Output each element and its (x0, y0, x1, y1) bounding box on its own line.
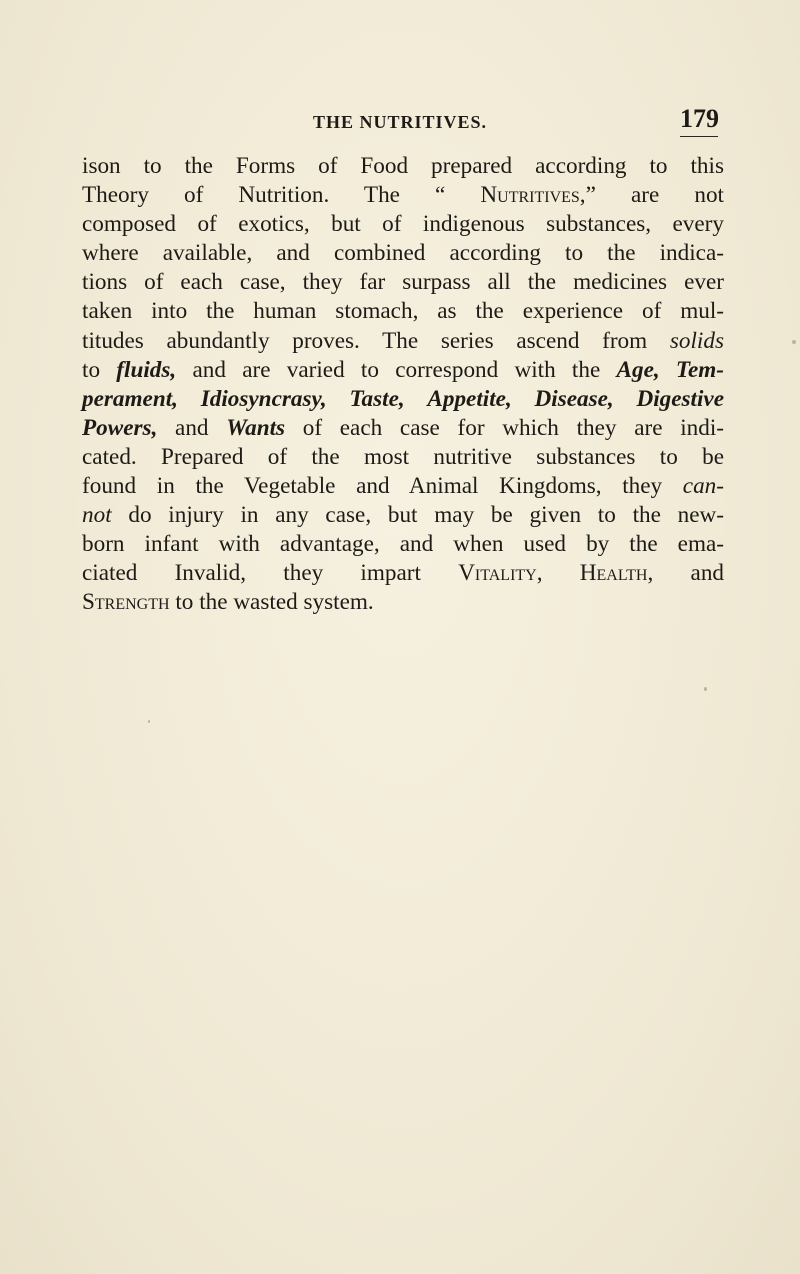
text-line: born infant with advantage, and when used by the ema- (82, 531, 724, 558)
text-line: tions of each case, they far surpass all the medicines ever (82, 269, 724, 296)
body-paragraph (82, 152, 724, 618)
emphasis-text: Appetite, (427, 385, 512, 412)
emphasis-text: Taste, (349, 385, 405, 412)
page-number: 179 (680, 104, 718, 137)
emphasis-text: Age, (616, 356, 660, 383)
emphasis-text: Powers, (82, 414, 158, 441)
italic-text: not (82, 502, 112, 529)
running-title: THE NUTRITIVES. (312, 112, 488, 132)
text-line: Theory of Nutrition. The “ Nutritives,” are not (82, 182, 724, 209)
text-line: Powers, and Wants of each case for which they are indi- (82, 414, 724, 441)
text-line: composed of exotics, but of indigenous substances, every (82, 211, 724, 238)
paper-speck (792, 340, 796, 344)
text-line: ciated Invalid, they impart Vitality, Health, and (82, 560, 725, 587)
text-line: titudes abundantly proves. The series ascend from solids (82, 327, 724, 354)
text-line (82, 385, 724, 414)
emphasis-text: Tem- (675, 356, 725, 383)
text-line: ison to the Forms of Food prepared according to this (82, 153, 724, 179)
text-line: Strength to the wasted system. (82, 589, 374, 616)
text-line: taken into the human stomach, as the experience of mul- (82, 298, 724, 325)
text-line: cated. Prepared of the most nutritive substances to be (82, 443, 724, 470)
italic-text: can- (682, 473, 724, 500)
emphasis-text: Disease, (534, 385, 614, 412)
small-caps-text: Health, (579, 560, 654, 587)
small-caps-text: Vitality, (458, 560, 543, 587)
small-caps-text: Strength (82, 589, 170, 616)
paper-speck (704, 687, 707, 691)
emphasis-text: Wants (226, 414, 286, 441)
paper-speck (148, 720, 150, 723)
emphasis-text: perament, (82, 385, 178, 412)
small-caps-text: Nutritives, (480, 182, 586, 209)
text-line: where available, and combined according to the indica- (82, 240, 724, 267)
running-head (82, 104, 718, 140)
emphasis-text: Idiosyncrasy, (200, 385, 327, 412)
emphasis-text: fluids, (116, 356, 177, 383)
emphasis-text: Digestive (636, 385, 725, 412)
italic-text: solids (669, 327, 724, 354)
text-line: not do injury in any case, but may be given to the new- (82, 502, 724, 529)
text-line: found in the Vegetable and Animal Kingdoms, they can- (82, 473, 724, 500)
text-line: to fluids, and are varied to correspond with the Age, Tem- (82, 356, 725, 383)
